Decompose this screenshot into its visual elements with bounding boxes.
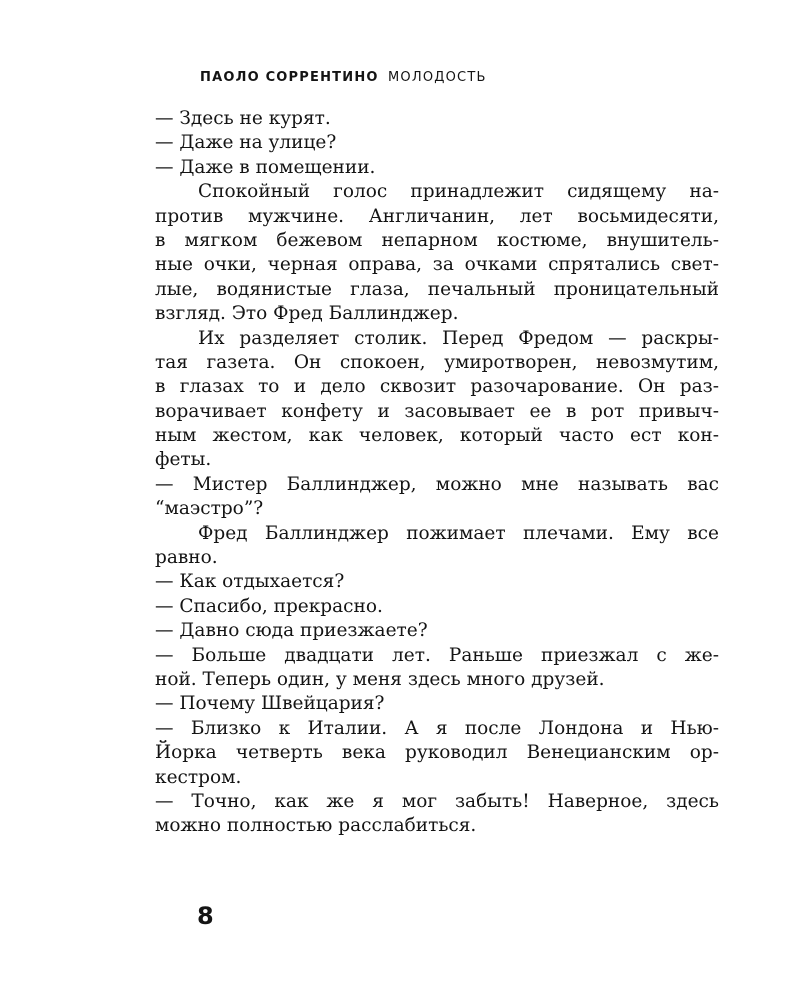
text-line: ные очки, черная оправа, за очками спрятались свет- — [155, 254, 719, 276]
text-line: в глазах то и дело сквозит разочарование. Он раз- — [155, 376, 719, 398]
text-line: — Как отдыхается? — [155, 571, 345, 593]
text-line: — Давно сюда приезжаете? — [155, 620, 428, 642]
text-line: — Близко к Италии. А я после Лондона и Нью- — [155, 717, 719, 739]
body-text — [155, 107, 719, 839]
text-line: — Точно, как же я мог забыть! Наверное, здесь — [155, 790, 719, 812]
text-line: взгляд. Это Фред Баллинджер. — [155, 303, 459, 325]
text-line: ным жестом, как человек, который часто ест кон- — [155, 425, 719, 447]
text-line: лые, водянистые глаза, печальный проницательный — [155, 278, 719, 300]
text-line: против мужчине. Англичанин, лет восьмидесяти, — [155, 205, 719, 227]
text-line: Их разделяет столик. Перед Фредом — раскры- — [198, 327, 719, 349]
text-line: в мягком бежевом непарном костюме, внушитель- — [155, 229, 719, 251]
text-line: Йорка четверть века руководил Венецианским ор- — [155, 742, 719, 764]
text-line: — Почему Швейцария? — [155, 693, 385, 715]
text-line: тая газета. Он спокоен, умиротворен, невозмутим, — [155, 351, 719, 373]
text-line: — Больше двадцати лет. Раньше приезжал с же- — [155, 644, 719, 666]
text-line: ворачивает конфету и засовывает ее в рот привыч- — [155, 400, 719, 422]
running-head-book-title: МОЛОДОСТЬ — [388, 70, 487, 85]
text-line: ной. Теперь один, у меня здесь много друзей. — [155, 668, 605, 690]
text-line: — Здесь не курят. — [155, 108, 331, 129]
running-head — [200, 70, 487, 85]
text-line: Спокойный голос принадлежит сидящему на- — [198, 181, 719, 203]
text-line: — Даже в помещении. — [155, 156, 376, 178]
text-line: — Даже на улице? — [155, 132, 337, 154]
text-line: — Спасибо, прекрасно. — [155, 595, 383, 617]
running-head-author: ПАОЛО СОРРЕНТИНО — [200, 70, 379, 85]
text-line: равно. — [155, 547, 218, 569]
text-line: феты. — [155, 449, 212, 471]
text-line: “маэстро”? — [155, 498, 264, 520]
text-line: можно полностью расслабиться. — [155, 815, 477, 837]
text-line: — Мистер Баллинджер, можно мне называть вас — [155, 473, 719, 495]
page-number: 8 — [197, 902, 214, 930]
text-line: Фред Баллинджер пожимает плечами. Ему все — [198, 522, 719, 544]
text-line: кестром. — [155, 766, 242, 788]
